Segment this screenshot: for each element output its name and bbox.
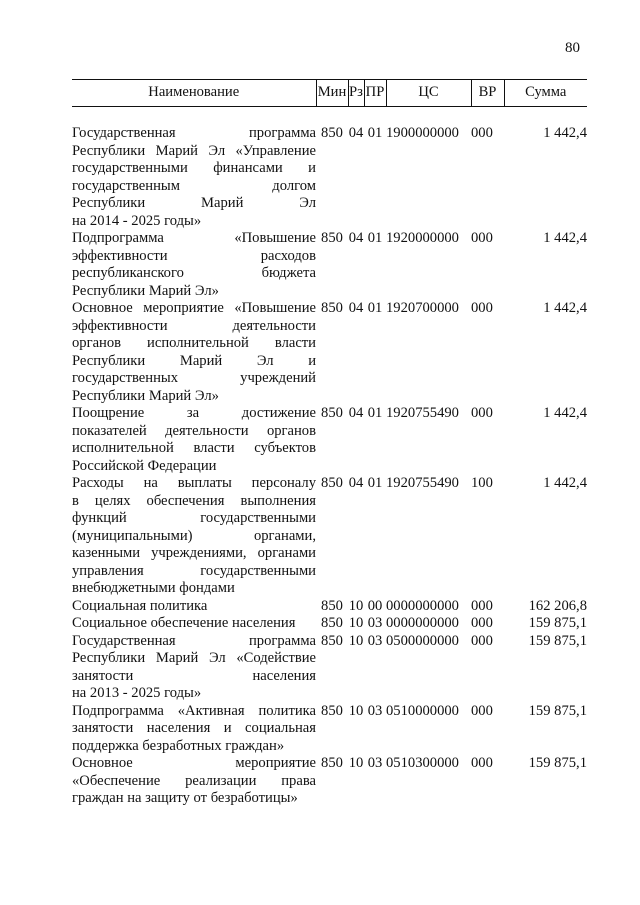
row-sum: 159 875,1 [528, 632, 587, 649]
budget-table [72, 79, 587, 808]
row-sum: 1 442,4 [543, 125, 587, 141]
row-name [72, 475, 316, 598]
row-min: 850 [321, 230, 343, 246]
row-sum: 159 875,1 [528, 755, 587, 771]
row-rz: 04 [348, 475, 364, 491]
row-pr: 01 [367, 230, 383, 246]
row-name-line: занятости населения [72, 667, 316, 684]
row-rz: 10 [348, 615, 364, 631]
row-rz: 10 [348, 632, 364, 649]
row-name-line: управления государственными [72, 562, 316, 579]
row-name-line: Республики Марий Эл» [72, 387, 219, 404]
page-number: 80 [565, 40, 580, 56]
header-vr: ВР [471, 80, 504, 107]
header-cs: ЦС [386, 80, 471, 107]
row-name-line: функций государственными [72, 510, 316, 526]
row-name-line: Социальное обеспечение населения [72, 615, 296, 631]
row-name [72, 125, 316, 230]
row-name-line: на 2013 - 2025 годы» [72, 685, 202, 701]
row-name-line: Государственная программа [72, 125, 316, 141]
row-sum: 1 442,4 [543, 405, 587, 421]
row-vr: 000 [471, 755, 493, 771]
row-name-line: Подпрограмма «Активная политика [72, 702, 316, 719]
row-cs: 1920755490 [386, 405, 459, 421]
row-pr: 01 [367, 125, 383, 141]
row-min: 850 [321, 475, 343, 491]
row-sum: 162 206,8 [528, 597, 587, 614]
table-row [72, 598, 587, 616]
row-name-line: (муниципальными) органами, [72, 527, 316, 544]
row-name-line: государственным долгом [72, 177, 316, 194]
row-min: 850 [321, 755, 343, 771]
row-min: 850 [321, 125, 343, 141]
row-sum: 1 442,4 [543, 300, 587, 316]
row-name [72, 615, 316, 633]
row-name [72, 405, 316, 475]
row-cs: 0000000000 [386, 615, 459, 631]
table-header-row [72, 80, 587, 107]
table-body [72, 107, 587, 808]
row-name-line: поддержка безработных граждан» [72, 737, 285, 754]
row-name-line: органов исполнительной власти [72, 335, 316, 351]
row-name-line: республиканского бюджета [72, 265, 316, 281]
row-name-line: казенными учреждениями, органами [72, 545, 316, 561]
row-name-line: граждан на защиту от безработицы» [72, 790, 298, 806]
table-row [72, 755, 587, 808]
row-name-line: на 2014 - 2025 годы» [72, 212, 202, 229]
table-row [72, 633, 587, 703]
row-rz: 04 [348, 300, 364, 316]
header-rz: Рз [348, 80, 364, 107]
row-name-line: Государственная программа [72, 632, 316, 649]
row-name-line: Поощрение за достижение [72, 405, 316, 421]
row-name [72, 755, 316, 808]
row-name [72, 703, 316, 756]
row-name-line: Республики Марий Эл [72, 195, 316, 211]
table-row [72, 703, 587, 756]
row-rz: 04 [348, 230, 364, 246]
row-cs: 1920700000 [386, 300, 459, 316]
row-pr: 03 [367, 632, 383, 649]
row-name-line: Республики Марий Эл и [72, 352, 316, 369]
row-name-line: Подпрограмма «Повышение [72, 230, 316, 246]
row-min: 850 [321, 632, 343, 649]
row-vr: 000 [471, 597, 493, 614]
row-cs: 1900000000 [386, 125, 459, 141]
row-name-line: Республики Марий Эл «Управление [72, 142, 316, 159]
row-vr: 000 [471, 615, 493, 631]
row-min: 850 [321, 405, 343, 421]
table-row [72, 300, 587, 405]
row-name-line: Основное мероприятие [72, 755, 316, 771]
row-min: 850 [321, 597, 343, 614]
row-name-line: эффективности деятельности [72, 317, 316, 334]
row-pr: 03 [367, 702, 383, 719]
row-min: 850 [321, 702, 343, 719]
row-name [72, 230, 316, 300]
row-vr: 000 [471, 702, 493, 719]
row-rz: 04 [348, 405, 364, 421]
row-cs: 0510300000 [386, 755, 459, 771]
row-sum: 1 442,4 [543, 475, 587, 491]
row-cs: 0500000000 [386, 632, 459, 649]
row-name-line: Российской Федерации [72, 457, 217, 474]
table-row [72, 475, 587, 598]
header-min: Мин [316, 80, 348, 107]
row-name-line: «Обеспечение реализации права [72, 772, 316, 789]
row-rz: 10 [348, 597, 364, 614]
row-name-line: Республики Марий Эл» [72, 282, 219, 299]
row-cs: 1920000000 [386, 230, 459, 246]
header-pr: ПР [364, 80, 386, 107]
row-vr: 100 [471, 475, 493, 491]
row-name-line: эффективности расходов [72, 247, 316, 264]
row-name-line: государственными финансами и [72, 160, 316, 176]
row-cs: 0000000000 [386, 597, 459, 614]
table-row [72, 230, 587, 300]
table-row [72, 615, 587, 633]
row-name-line: показателей деятельности органов [72, 422, 316, 439]
row-vr: 000 [471, 632, 493, 649]
row-pr: 01 [367, 475, 383, 491]
row-min: 850 [321, 300, 343, 316]
header-name: Наименование [72, 80, 316, 107]
row-vr: 000 [471, 405, 493, 421]
row-name-line: Расходы на выплаты персоналу [72, 475, 316, 491]
row-rz: 04 [348, 125, 364, 141]
row-vr: 000 [471, 300, 493, 316]
row-cs: 0510000000 [386, 702, 459, 719]
row-name-line: государственных учреждений [72, 370, 316, 386]
header-sum: Сумма [504, 80, 587, 107]
row-pr: 00 [367, 597, 383, 614]
row-name [72, 598, 316, 616]
row-name [72, 633, 316, 703]
row-sum: 1 442,4 [543, 230, 587, 246]
row-rz: 10 [348, 755, 364, 771]
table-row [72, 125, 587, 230]
row-name-line: Республики Марий Эл «Содействие [72, 650, 316, 666]
row-name [72, 300, 316, 405]
row-name-line: исполнительной власти субъектов [72, 440, 316, 456]
row-name-line: Основное мероприятие «Повышение [72, 300, 316, 316]
row-sum: 159 875,1 [528, 615, 587, 631]
row-name-line: внебюджетными фондами [72, 580, 235, 596]
row-name-line: занятости населения и социальная [72, 720, 316, 736]
row-name-line: Социальная политика [72, 597, 208, 614]
row-vr: 000 [471, 230, 493, 246]
row-cs: 1920755490 [386, 475, 459, 491]
row-pr: 01 [367, 405, 383, 421]
row-rz: 10 [348, 702, 364, 719]
row-pr: 03 [367, 755, 383, 771]
row-sum: 159 875,1 [528, 702, 587, 719]
row-min: 850 [321, 615, 343, 631]
row-name-line: в целях обеспечения выполнения [72, 492, 316, 509]
table-row [72, 405, 587, 475]
row-vr: 000 [471, 125, 493, 141]
row-pr: 03 [367, 615, 383, 631]
row-pr: 01 [367, 300, 383, 316]
